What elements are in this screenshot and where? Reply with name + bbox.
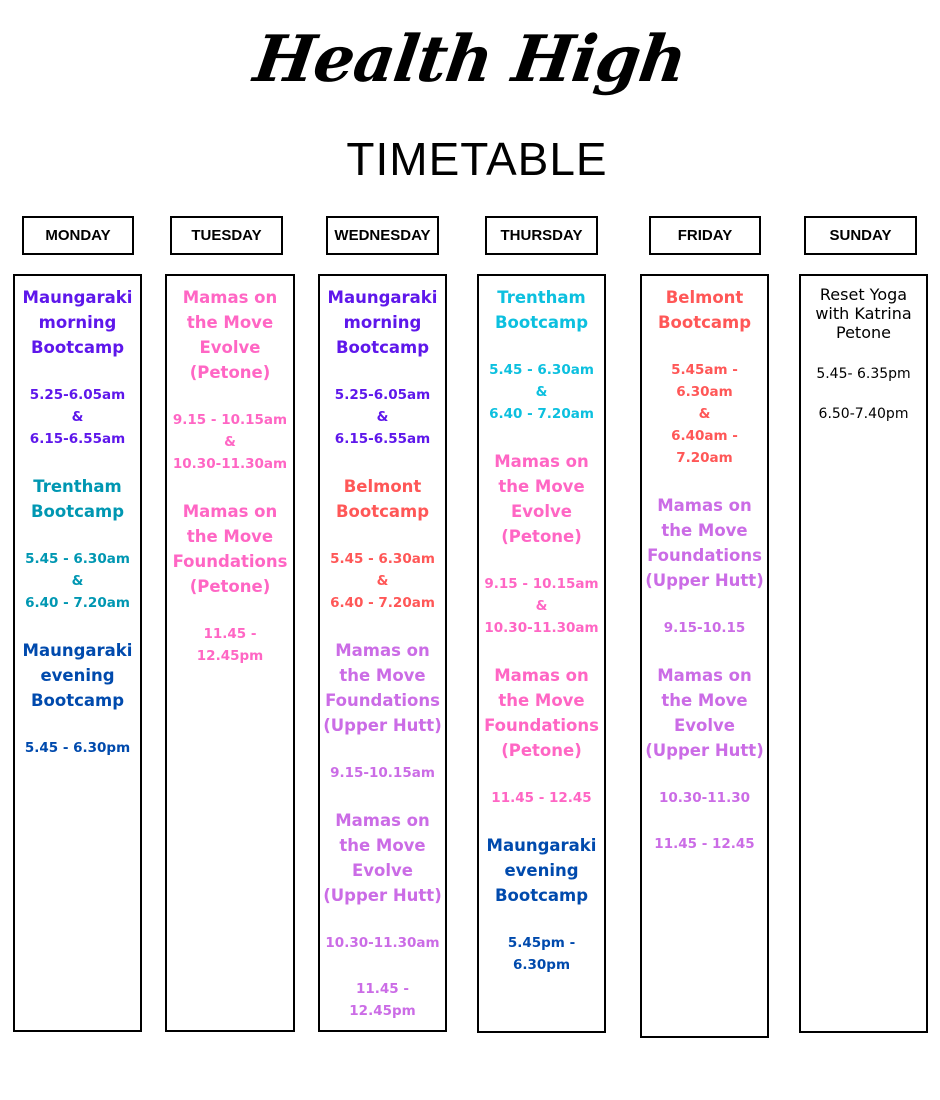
text-line: 11.45 -	[355, 981, 409, 997]
class-time	[335, 384, 430, 450]
text-line: the Move	[661, 691, 748, 710]
text-line: 6.15-6.55am	[334, 431, 431, 447]
class-name	[323, 638, 442, 738]
class-name	[323, 808, 442, 908]
brand-logo: Health High	[249, 22, 691, 97]
text-line: 11.45 -	[203, 626, 257, 642]
class-time	[491, 787, 591, 809]
class-name	[645, 493, 764, 593]
class-name	[815, 285, 911, 342]
text-line: 6.50-7.40pm	[818, 406, 909, 422]
text-line: 6.40am -	[671, 428, 738, 444]
class-name	[23, 285, 133, 360]
text-line: evening	[40, 666, 115, 685]
class-time	[489, 359, 594, 425]
class-time	[349, 978, 415, 1022]
class-name	[495, 285, 588, 335]
text-line: 6.40 - 7.20am	[330, 595, 435, 611]
text-line: Bootcamp	[657, 313, 752, 332]
text-line: &	[535, 384, 548, 400]
text-line: 12.45pm	[196, 648, 264, 664]
text-line: &	[698, 406, 711, 422]
class-name	[173, 499, 288, 599]
class-time	[25, 548, 130, 614]
text-line: (Upper Hutt)	[645, 741, 764, 760]
class-time	[484, 573, 598, 639]
text-line: 6.40 - 7.20am	[489, 406, 594, 422]
text-line: Evolve	[511, 502, 572, 521]
text-line: Bootcamp	[30, 691, 125, 710]
text-line: &	[71, 573, 84, 589]
text-line: 5.25-6.05am	[29, 387, 126, 403]
class-time	[330, 762, 435, 784]
text-line: Foundations	[325, 691, 440, 710]
text-line: 5.45 - 6.30am	[330, 551, 435, 567]
text-line: 5.45 - 6.30am	[489, 362, 594, 378]
class-time	[664, 617, 746, 639]
class-time	[30, 384, 125, 450]
class-time	[671, 359, 738, 469]
class-name	[645, 663, 764, 763]
class-time	[25, 737, 130, 759]
text-line: the Move	[186, 527, 274, 546]
text-line: 9.15 - 10.15am	[484, 576, 599, 592]
class-name	[484, 663, 599, 763]
day-column-friday	[640, 274, 769, 1038]
day-column-sunday	[799, 274, 928, 1033]
text-line: Maungaraki	[22, 641, 133, 660]
class-name	[658, 285, 751, 335]
text-line: 6.40 - 7.20am	[25, 595, 130, 611]
day-column-wednesday	[318, 274, 447, 1032]
text-line: Reset Yoga	[819, 285, 908, 304]
text-line: 5.45- 6.35pm	[816, 366, 911, 382]
text-line: Maungaraki	[22, 288, 133, 307]
text-line: Mamas on	[657, 666, 752, 685]
class-time	[819, 406, 909, 422]
text-line: (Upper Hutt)	[645, 571, 764, 590]
text-line: Maungaraki	[327, 288, 438, 307]
text-line: &	[71, 409, 84, 425]
class-time	[173, 409, 287, 475]
class-time	[654, 833, 754, 855]
text-line: morning	[343, 313, 422, 332]
text-line: Bootcamp	[494, 313, 589, 332]
text-line: the Move	[498, 691, 585, 710]
text-line: Mamas on	[335, 811, 430, 830]
class-name	[487, 833, 597, 908]
text-line: 6.30pm	[512, 957, 571, 973]
text-line: Mamas on	[182, 288, 278, 307]
class-name	[336, 474, 429, 524]
text-line: morning	[38, 313, 117, 332]
text-line: 9.15-10.15am	[330, 765, 435, 781]
text-line: the Move	[339, 836, 426, 855]
text-line: Foundations	[172, 552, 288, 571]
class-name	[183, 285, 278, 385]
text-line: with Katrina	[815, 304, 912, 323]
class-time	[325, 932, 439, 954]
text-line: (Upper Hutt)	[323, 886, 442, 905]
class-name	[494, 449, 589, 549]
class-name	[31, 474, 124, 524]
text-line: Maungaraki	[486, 836, 597, 855]
text-line: Trentham	[497, 288, 586, 307]
text-line: Foundations	[484, 716, 599, 735]
text-line: Bootcamp	[494, 886, 589, 905]
day-header-thursday: THURSDAY	[485, 216, 598, 255]
text-line: 11.45 - 12.45	[654, 836, 755, 852]
text-line: 12.45pm	[349, 1003, 416, 1019]
text-line: Belmont	[343, 477, 422, 496]
text-line: 9.15 - 10.15am	[172, 412, 288, 428]
text-line: Mamas on	[494, 452, 589, 471]
text-line: Mamas on	[182, 502, 278, 521]
text-line: 10.30-11.30	[658, 790, 750, 806]
text-line: Mamas on	[657, 496, 752, 515]
text-line: &	[224, 434, 236, 450]
page-title: TIMETABLE	[346, 133, 608, 185]
text-line: Evolve	[352, 861, 413, 880]
class-time	[197, 623, 263, 667]
text-line: &	[535, 598, 548, 614]
class-name	[328, 285, 438, 360]
text-line: 9.15-10.15	[663, 620, 746, 636]
text-line: 7.20am	[676, 450, 733, 466]
text-line: the Move	[339, 666, 426, 685]
text-line: Foundations	[647, 546, 762, 565]
class-time	[330, 548, 435, 614]
text-line: evening	[504, 861, 579, 880]
text-line: the Move	[498, 477, 585, 496]
text-line: 5.45 - 6.30am	[25, 551, 130, 567]
day-header-sunday: SUNDAY	[804, 216, 917, 255]
day-header-tuesday: TUESDAY	[170, 216, 283, 255]
class-name	[23, 638, 133, 713]
day-header-wednesday: WEDNESDAY	[326, 216, 439, 255]
day-header-monday: MONDAY	[22, 216, 134, 255]
text-line: 5.45 - 6.30pm	[24, 740, 131, 756]
text-line: 6.30am	[676, 384, 733, 400]
text-line: Bootcamp	[335, 338, 430, 357]
day-column-monday	[13, 274, 142, 1032]
text-line: 5.45am -	[671, 362, 738, 378]
day-column-tuesday	[165, 274, 295, 1032]
text-line: &	[376, 409, 389, 425]
text-line: 10.30-11.30am	[172, 456, 288, 472]
text-line: Mamas on	[494, 666, 589, 685]
text-line: 11.45 - 12.45	[491, 790, 592, 806]
text-line: 10.30-11.30am	[325, 935, 440, 951]
text-line: Bootcamp	[30, 502, 125, 521]
class-time	[508, 932, 575, 976]
text-line: Trentham	[33, 477, 122, 496]
text-line: (Petone)	[501, 527, 582, 546]
text-line: (Petone)	[501, 741, 582, 760]
day-column-thursday	[477, 274, 606, 1033]
text-line: 10.30-11.30am	[484, 620, 599, 636]
text-line: 5.25-6.05am	[334, 387, 431, 403]
class-time	[659, 787, 750, 809]
text-line: (Upper Hutt)	[323, 716, 442, 735]
text-line: Petone	[836, 323, 891, 342]
text-line: Bootcamp	[30, 338, 125, 357]
text-line: Belmont	[665, 288, 744, 307]
text-line: 6.15-6.55am	[29, 431, 126, 447]
text-line: (Petone)	[189, 577, 271, 596]
text-line: the Move	[661, 521, 748, 540]
day-header-friday: FRIDAY	[649, 216, 761, 255]
text-line: &	[376, 573, 389, 589]
text-line: Evolve	[674, 716, 735, 735]
text-line: the Move	[186, 313, 274, 332]
text-line: Mamas on	[335, 641, 430, 660]
text-line: (Petone)	[189, 363, 271, 382]
text-line: Evolve	[199, 338, 261, 357]
class-time	[816, 366, 910, 382]
text-line: Bootcamp	[335, 502, 430, 521]
text-line: 5.45pm -	[507, 935, 576, 951]
